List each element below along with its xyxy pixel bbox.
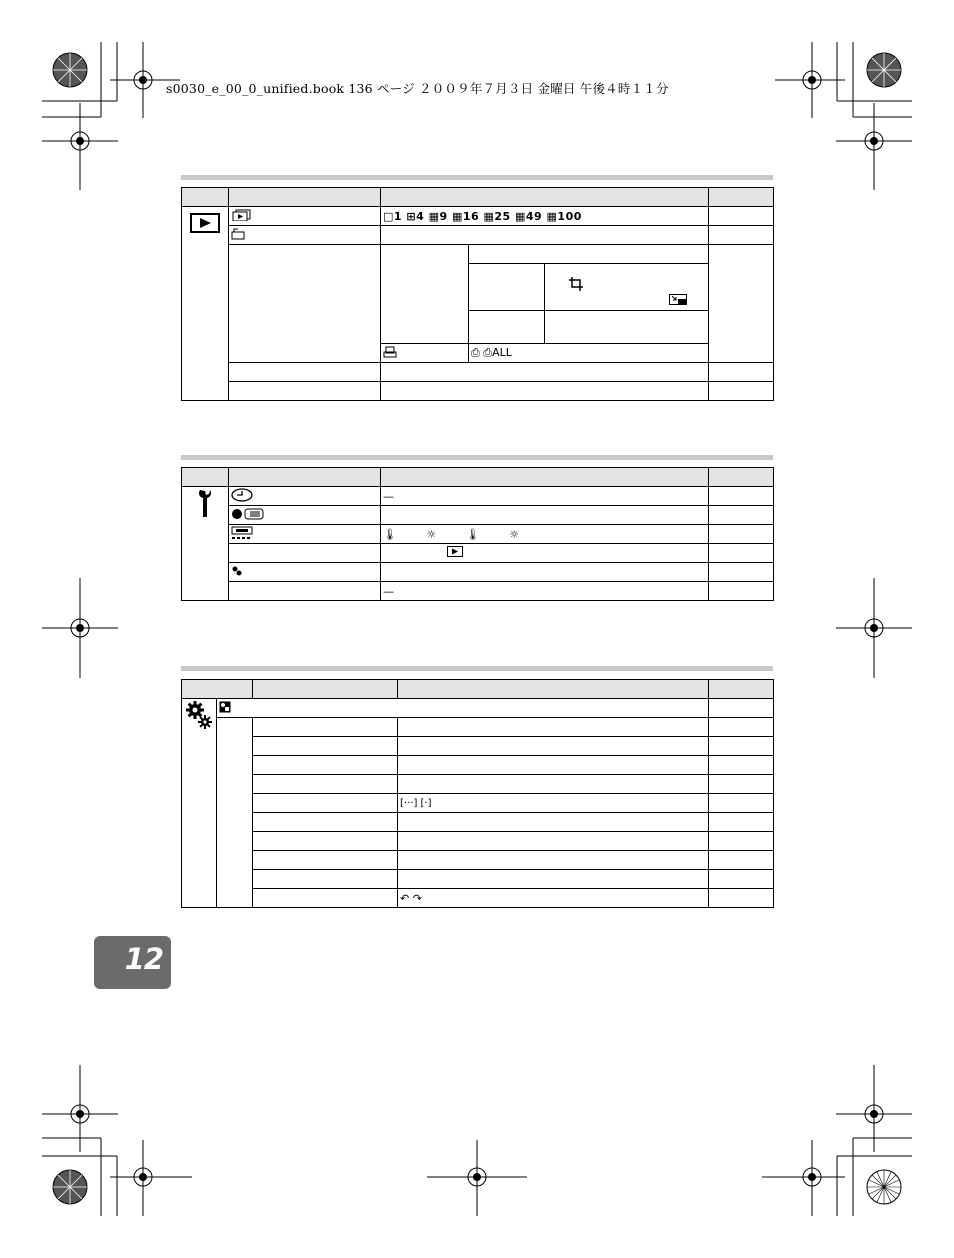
table-header-row: [182, 468, 774, 487]
table-row: [182, 832, 774, 851]
clock-icon: [231, 488, 253, 502]
setup-menu-table: [181, 467, 774, 601]
custom-tab-a-icon: [219, 701, 231, 713]
date-value: —: [381, 487, 709, 506]
custom-menu-cell: [182, 699, 217, 908]
section-bar-setup: [181, 455, 773, 460]
trimming-icon: [569, 277, 583, 291]
resize-icon: [669, 294, 687, 305]
chapter-tab: 12: [94, 936, 171, 989]
gear-icon: [185, 700, 213, 730]
dial-direction-value: ↶ ↷: [398, 889, 709, 908]
table-row: [182, 544, 774, 563]
table-row: [182, 207, 774, 226]
rotate-icon: [231, 228, 245, 240]
lcd-adjust-options: 🌡 ☼ 🌡 ☼: [381, 525, 709, 544]
slideshow-icon-cell: [229, 207, 381, 226]
table-header-row: [182, 680, 774, 699]
table-header-row: [182, 188, 774, 207]
table-row: [182, 487, 774, 506]
monitor-adjust-icon: [231, 526, 253, 540]
custom-menu-table: [181, 679, 774, 908]
playback-menu-table: [181, 187, 774, 401]
section-bar-playback: [181, 175, 773, 180]
index-display-options: □1 ⊞4 ▦9 ▦16 ▦25 ▦49 ▦100: [381, 207, 709, 226]
af-frame-value: [···] [·]: [398, 794, 709, 813]
last-value: —: [381, 582, 709, 601]
table-row: [182, 245, 774, 264]
custom-small-icon: [231, 565, 243, 577]
table-row: [182, 870, 774, 889]
table-row: [182, 851, 774, 870]
table-row: [182, 506, 774, 525]
table-row: [182, 563, 774, 582]
playback-small-icon: [447, 546, 463, 557]
playback-menu-cell: [182, 207, 229, 401]
language-icon: [231, 507, 265, 521]
table-row: [182, 756, 774, 775]
table-row: [182, 525, 774, 544]
table-row: [182, 382, 774, 401]
slideshow-icon: [231, 209, 253, 221]
print-reservation-icon: [383, 346, 397, 358]
table-row: [182, 226, 774, 245]
table-row: [182, 775, 774, 794]
table-row: [182, 794, 774, 813]
table-row: [182, 363, 774, 382]
playback-menu-icon: [190, 213, 220, 233]
print-options: ⎙ ⎙ALL: [469, 344, 774, 363]
file-header: s0030_e_00_0_unified.book 136 ページ ２００９年７月３日 金曜日 午後４時１１分: [166, 81, 669, 96]
table-row: [182, 582, 774, 601]
wrench-icon: [197, 489, 213, 519]
setup-menu-cell: [182, 487, 229, 601]
table-row: [182, 737, 774, 756]
section-bar-custom: [181, 666, 773, 671]
table-row: [182, 699, 774, 718]
table-row: [182, 718, 774, 737]
table-row: [182, 889, 774, 908]
table-row: [182, 813, 774, 832]
